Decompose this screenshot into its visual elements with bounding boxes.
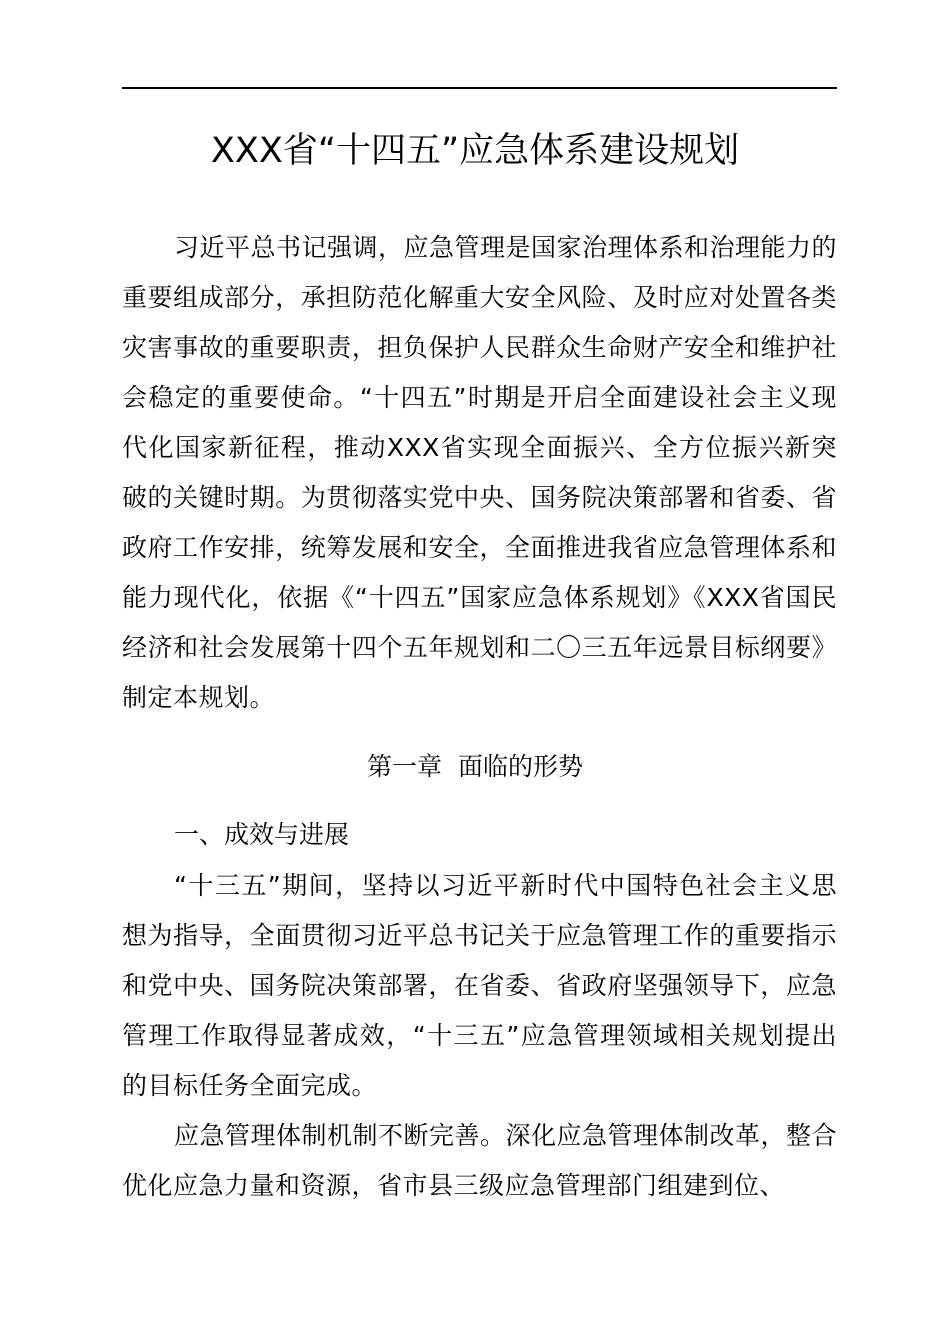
section-heading: 一、成效与进展	[174, 820, 350, 849]
progress-paragraph: “十三五”期间，坚持以习近平新时代中国特色社会主义思想为指导，全面贯彻习近平总书记关于应急管理工作的重要指示和党中央、国务院决策部署，在省委、省政府坚强领导下，应急管理工作取得显著成效，“十三五”应急管理领域相关规划提出的目标任务全面完成。	[122, 871, 837, 1100]
chapter-heading: 第一章 面临的形势	[367, 752, 583, 781]
header-rule	[122, 87, 837, 89]
document-title: XXX省“十四五”应急体系建设规划	[210, 131, 740, 171]
intro-paragraph: 习近平总书记强调，应急管理是国家治理体系和治理能力的重要组成部分，承担防范化解重大安全风险、及时应对处置各类灾害事故的重要职责，担负保护人民群众生命财产安全和维护社会稳定的重要使命。“十四五”时期是开启全面建设社会主义现代化国家新征程，推动XXX省实现全面振兴、全方位振兴新突破的关键时期。为贯彻落实党中央、国务院决策部署和省委、省政府工作安排，统筹发展和安全，全面推进我省应急管理体系和能力现代化，依据《“十四五”国家应急体系规划》《XXX省国民经济和社会发展第十四个五年规划和二〇三五年远景目标纲要》制定本规划。	[122, 233, 838, 712]
mechanism-paragraph: 应急管理体制机制不断完善。深化应急管理体制改革，整合优化应急力量和资源，省市县三级应急管理部门组建到位、	[122, 1121, 838, 1200]
